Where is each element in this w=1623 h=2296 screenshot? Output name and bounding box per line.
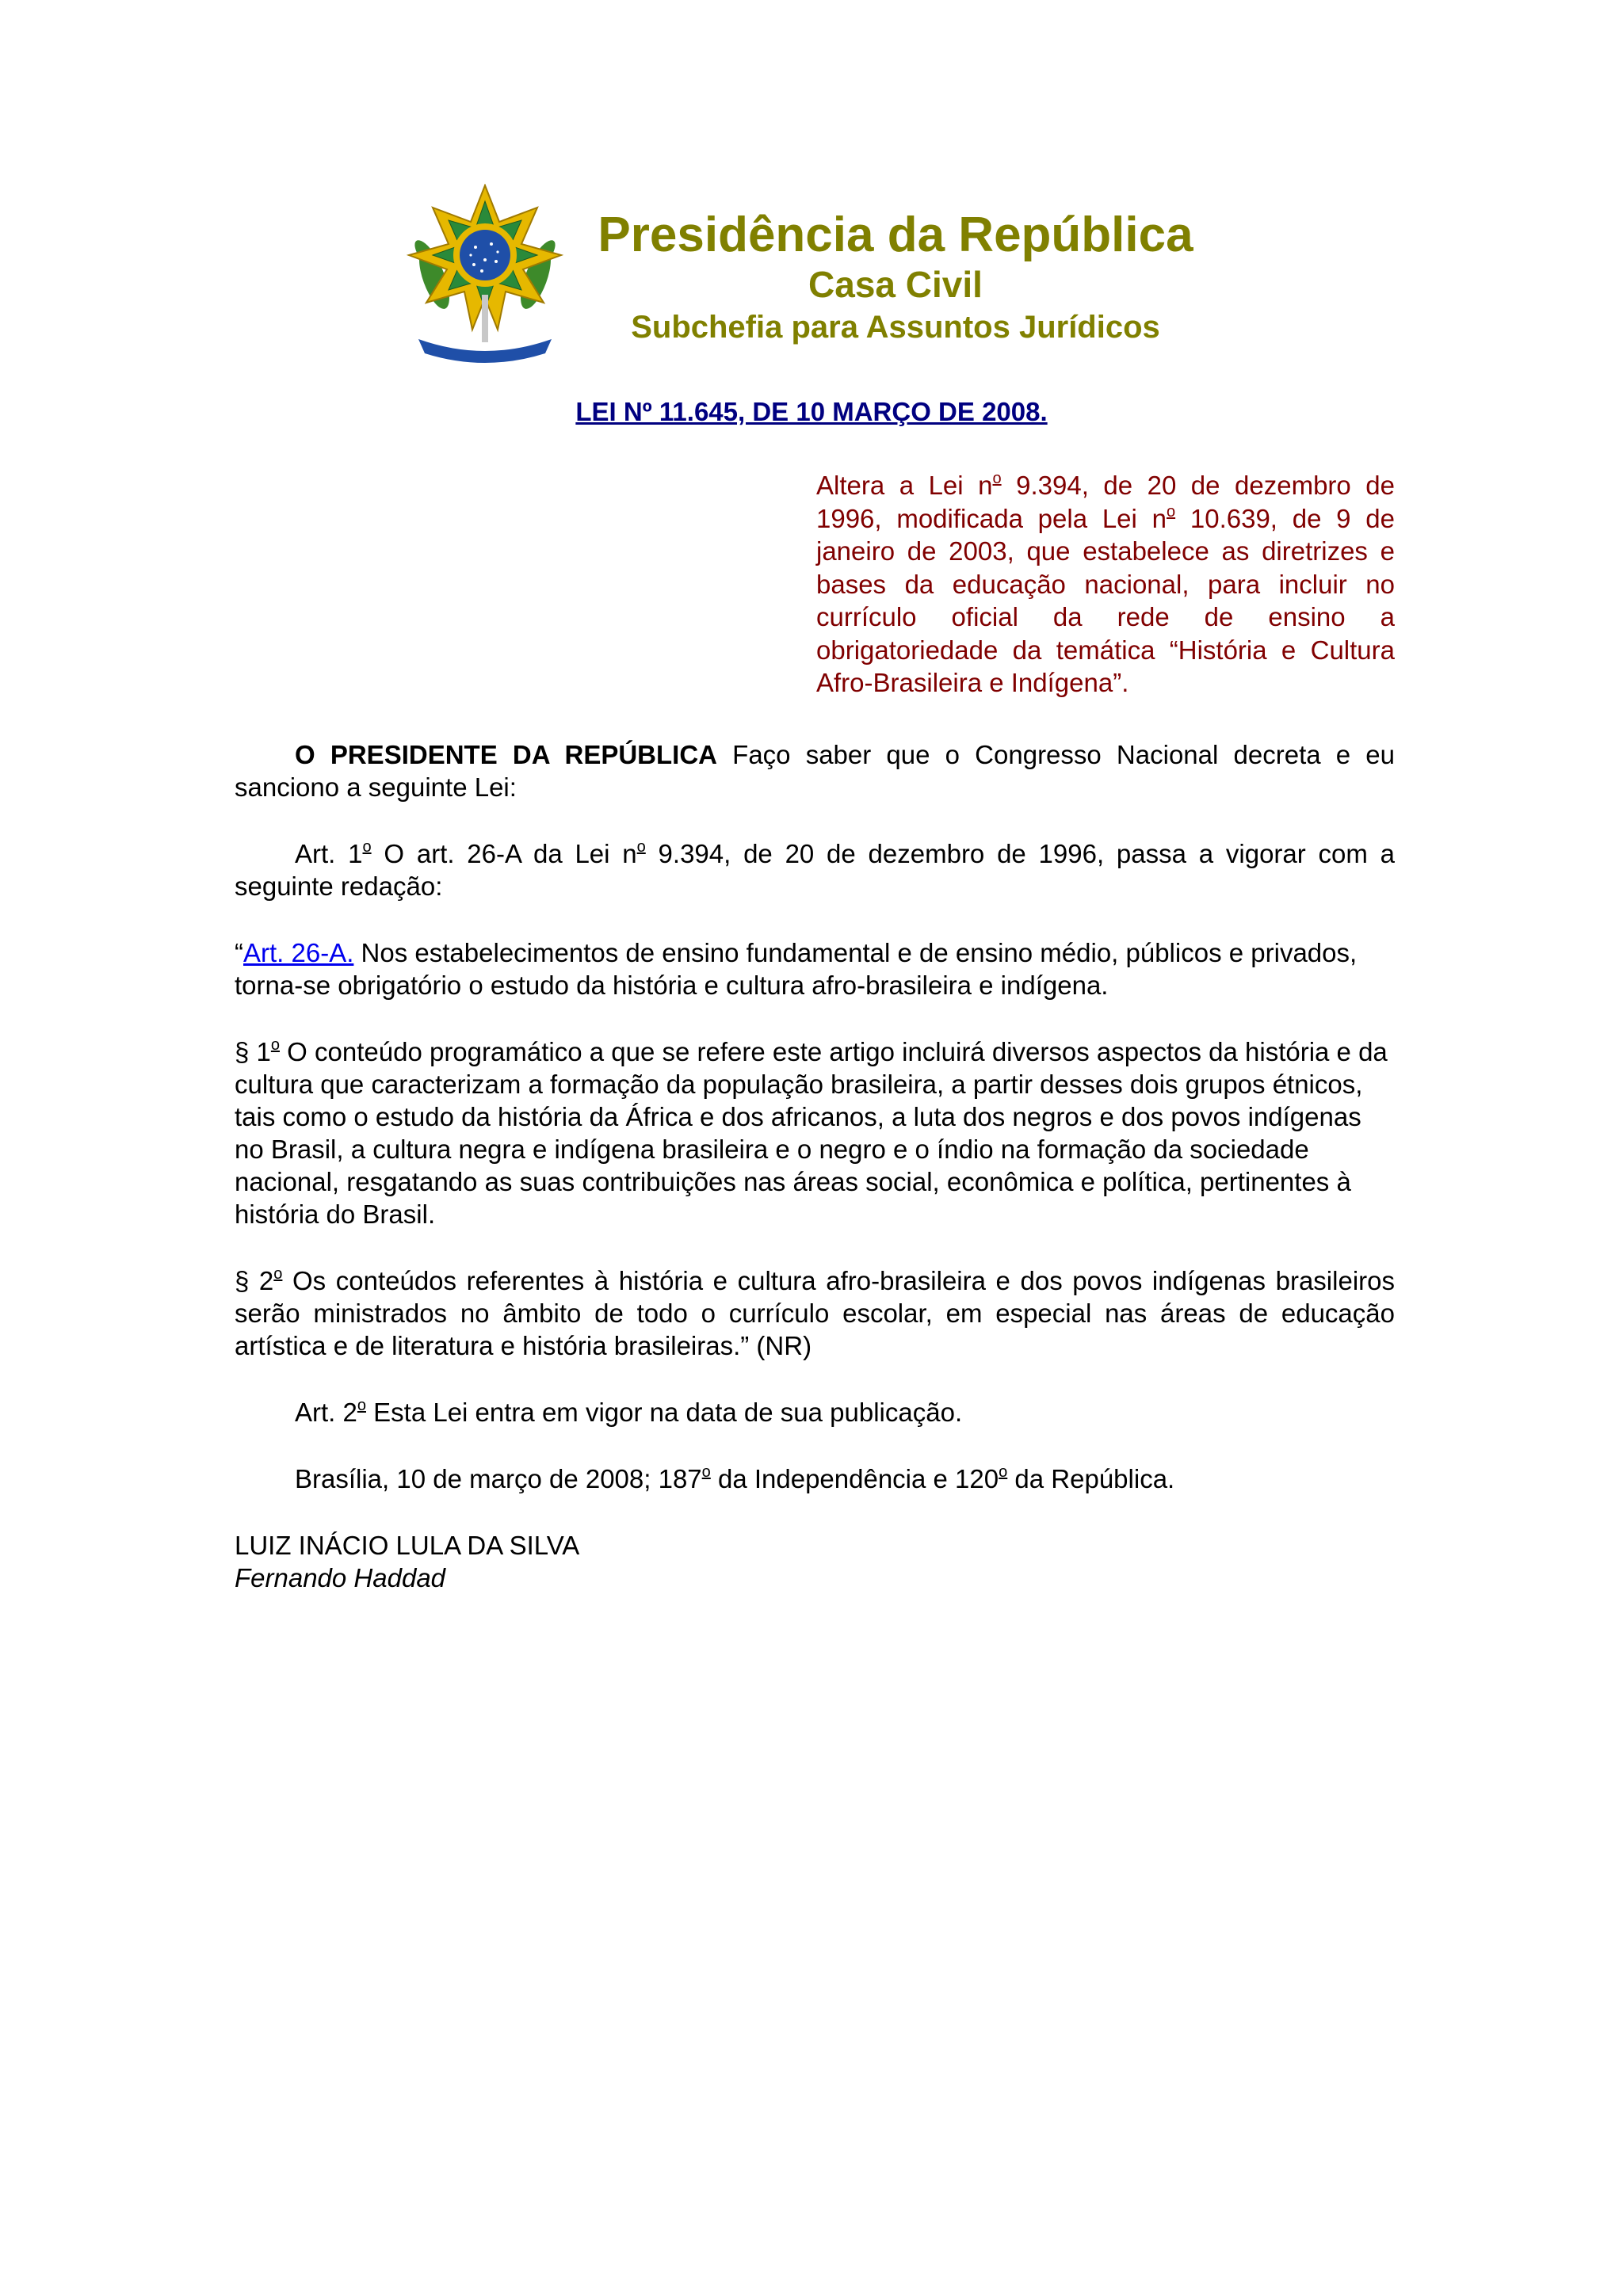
law-body [235,738,1395,1594]
header-block [579,208,1212,349]
ordinal-sup: o [273,1265,283,1283]
ementa-text: 10.639, de 9 de janeiro de 2003, que estabelece as diretrizes e bases da educação nacional, para incluir no currículo oficial da rede de ensino a obrigatoriedade da temática “História e Cultura Afro-Brasileira e Indígena”. [816,503,1396,697]
article-text: O art. 26-A da Lei n [371,839,637,868]
dateline-text: da Independência e 120 [710,1464,999,1493]
ordinal-sup: o [701,1463,711,1481]
paragraph-label: § 1 [235,1037,271,1066]
dateline-text: Brasília, 10 de março de 2008; 187 [295,1464,702,1493]
header-title: Presidência da República [598,208,1193,262]
coat-of-arms-icon [403,184,567,364]
article-text: Esta Lei entra em vigor na data de sua publicação. [365,1398,963,1427]
preamble-bold: O PRESIDENTE DA REPÚBLICA [295,740,717,769]
ordinal-sup: o [357,1397,366,1414]
ordinal-sup: o [362,838,372,856]
ementa-text: Altera a Lei n [816,471,993,500]
paragraph-1 [235,1035,1395,1230]
article-label: Art. 1 [295,839,363,868]
ordinal-sup: o [270,1036,280,1054]
article-label: Art. 2 [295,1398,357,1427]
law-title [0,396,1623,428]
preamble [235,738,1395,803]
article-text: 9.394, de 20 de dezembro de 1996, passa a vigorar com a seguinte redação: [235,839,1396,901]
ordinal-sup: o [999,1463,1008,1481]
ementa [816,469,1395,700]
header-subtitle: Casa Civil [808,264,983,305]
ementa-text: 9.394, de 20 de dezembro de 1996, modificada pela Lei n [816,471,1395,533]
paragraph-text: O conteúdo programático a que se refere este artigo incluirá diversos aspectos da história e da cultura que caracterizam a formação da população brasileira, a partir desses dois grupos étnicos, tais como o estudo da história da África e dos africanos, a luta dos negros e dos povos indígenas no Brasil, a cultura negra e indígena brasileira e o negro e o índio na formação da sociedade nacional, resgatando as suas contribuições nas áreas social, econômica e política, pertinentes à história do Brasil. [235,1037,1388,1229]
law-title-link[interactable]: LEI Nº 11.645, DE 10 MARÇO DE 2008. [575,397,1048,426]
ordinal-sup: o [992,470,1002,487]
dateline [235,1463,1395,1495]
article-text: Nos estabelecimentos de ensino fundamental e de ensino médio, públicos e privados, torna-se obrigatório o estudo da história e cultura afro-brasileira e indígena. [235,938,1358,1000]
paragraph-label: § 2 [235,1266,274,1295]
preamble-text: Faço saber que o Congresso Nacional decreta e eu sanciono a seguinte Lei: [235,740,1395,802]
article-26a [235,936,1395,1001]
ordinal-sup: o [636,838,646,856]
minister-signature: Fernando Haddad [235,1563,446,1592]
ordinal-sup: o [1166,502,1176,521]
paragraph-2 [235,1264,1395,1362]
article-2 [235,1396,1395,1428]
art-26a-link[interactable]: Art. 26-A. [243,938,354,967]
open-quote: “ [235,938,243,967]
paragraph-text: Os conteúdos referentes à história e cultura afro-brasileira e dos povos indígenas brasileiros serão ministrados no âmbito de todo o currículo escolar, em especial nas áreas de educação artística e de literatura e história brasileiras.” (NR) [235,1266,1395,1360]
dateline-text: da República. [1007,1464,1175,1493]
article-1 [235,837,1395,902]
president-signature: LUIZ INÁCIO LULA DA SILVA [235,1531,580,1560]
header-department: Subchefia para Assuntos Jurídicos [631,310,1160,345]
